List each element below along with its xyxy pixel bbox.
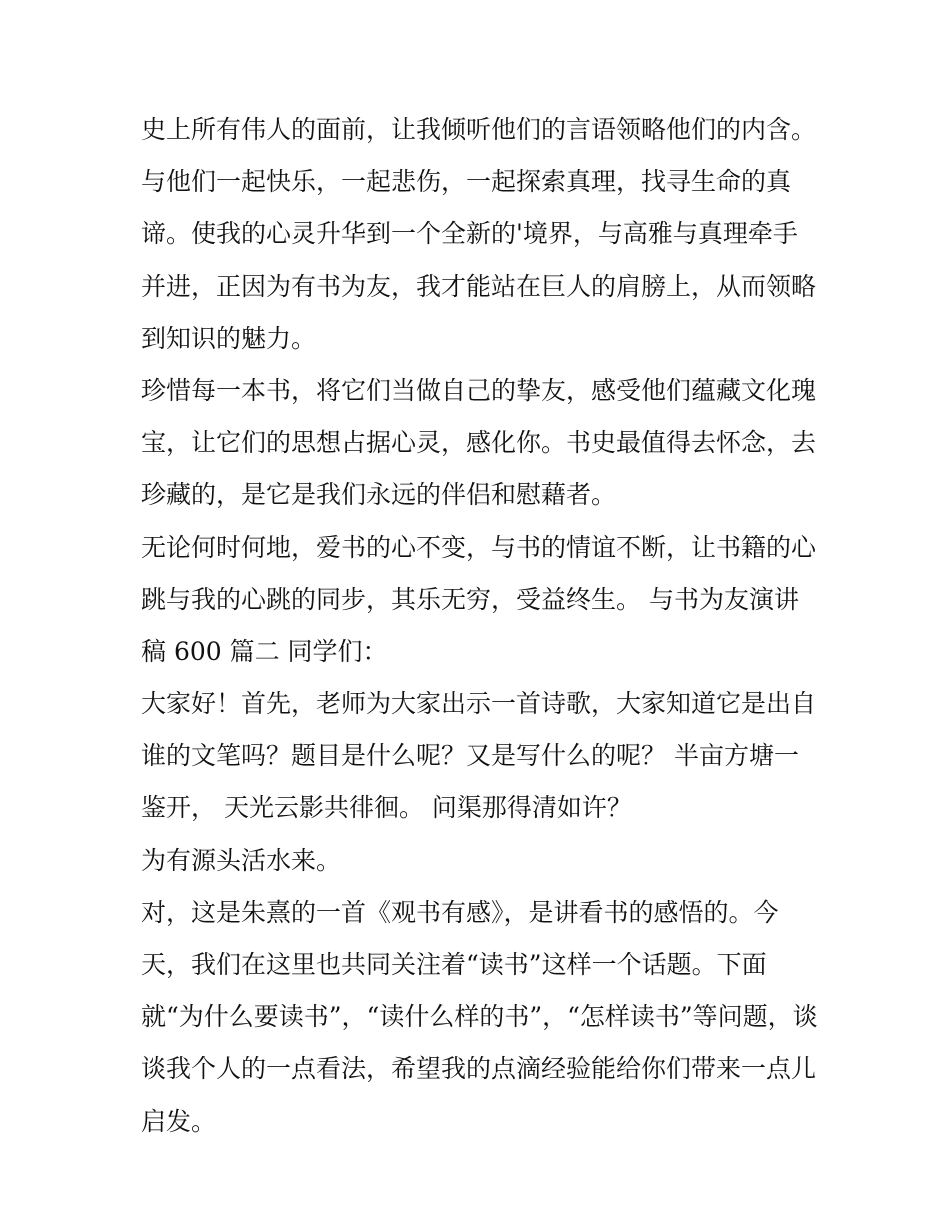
text-line: 谈我个人的一点看法，希望我的点滴经验能给你们带来一点儿 — [141, 1054, 817, 1084]
text-line: 无论何时何地，爱书的心不变，与书的情谊不断，让书籍的心 — [141, 532, 817, 562]
text-line: 谁的文笔吗？题目是什么呢？又是写什么的呢？ 半亩方塘一 — [141, 741, 799, 771]
text-line: 珍藏的，是它是我们永远的伴侣和慰藉者。 — [141, 480, 617, 510]
text-line: 跳与我的心跳的同步，其乐无穷，受益终生。 与书为友演讲 — [141, 584, 799, 614]
text-line: 宝，让它们的思想占据心灵，感化你。书史最值得去怀念，去 — [141, 428, 817, 458]
text-line: 谛。使我的心灵升华到一个全新的'境界，与高雅与真理牵手 — [141, 219, 798, 249]
text-line: 稿 600 篇二 同学们： — [141, 636, 388, 666]
text-line: 大家好！首先，老师为大家出示一首诗歌，大家知道它是出自 — [141, 689, 817, 719]
text-line: 史上所有伟人的面前，让我倾听他们的言语领略他们的内含。 — [141, 115, 817, 144]
text-line: 到知识的魅力。 — [141, 323, 317, 353]
text-line: 为有源头活水来。 — [141, 845, 342, 875]
text-line: 鉴开， 天光云影共徘徊。 问渠那得清如许？ — [141, 793, 632, 823]
text-line: 启发。 — [141, 1106, 217, 1136]
text-line: 对，这是朱熹的一首《观书有感》，是讲看书的感悟的。今 — [141, 897, 779, 927]
text-line: 并进，正因为有书为友，我才能站在巨人的肩膀上，从而领略 — [141, 271, 817, 301]
text-line: 与他们一起快乐，一起悲伤，一起探索真理，找寻生命的真 — [141, 167, 792, 197]
document-body-text — [141, 104, 821, 1148]
text-line: 天，我们在这里也共同关注着“读书”这样一个话题。下面 — [141, 950, 767, 979]
text-line: 就“为什么要读书”，“读什么样的书”，“怎样读书”等问题，谈 — [141, 1002, 818, 1032]
text-line: 珍惜每一本书，将它们当做自己的挚友，感受他们蕴藏文化瑰 — [141, 375, 817, 405]
